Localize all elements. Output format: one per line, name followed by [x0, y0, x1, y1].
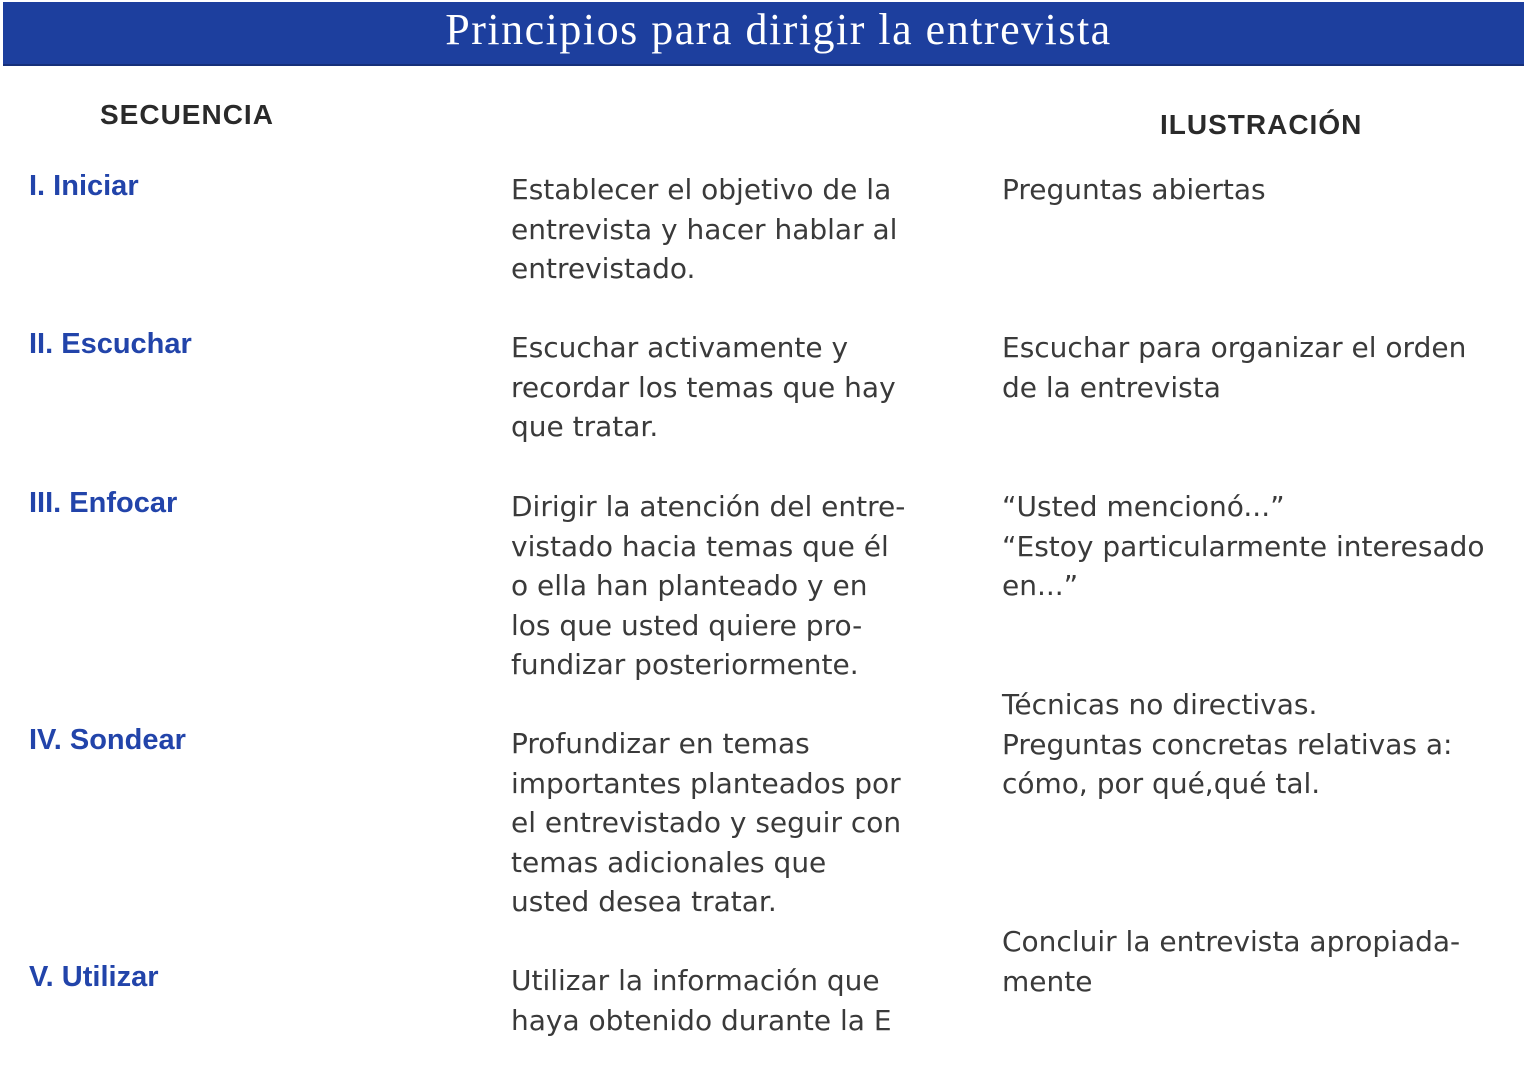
- illustration-line: “Usted mencionó...”: [1002, 490, 1285, 523]
- illustration-escuchar: [1002, 328, 1466, 407]
- illustration-enfocar: [1002, 487, 1485, 606]
- description-line: Establecer el objetivo de la: [511, 173, 892, 206]
- description-line: haya obtenido durante la E: [511, 1003, 892, 1037]
- illustration-line: Escuchar para organizar el orden: [1002, 331, 1467, 364]
- description-line: Escuchar activamente y: [511, 331, 849, 364]
- step-utilizar: V. Utilizar: [29, 961, 159, 993]
- illustration-sondear: [1002, 685, 1452, 804]
- illustration-line: “Estoy particularmente interesado: [1002, 529, 1485, 563]
- page-title: Principios para dirigir la entrevista: [445, 5, 1112, 54]
- description-line: importantes planteados por: [511, 766, 901, 800]
- description-utilizar: [511, 961, 892, 1040]
- description-line: Dirigir la atención del entre-: [511, 490, 906, 523]
- step-escuchar: II. Escuchar: [29, 328, 192, 360]
- illustration-line: en...”: [1002, 569, 1079, 603]
- description-line: recordar los temas que hay: [511, 370, 896, 404]
- illustration-line: Técnicas no directivas.: [1002, 688, 1318, 721]
- description-line: fundizar posteriormente.: [511, 648, 859, 682]
- description-line: Profundizar en temas: [511, 727, 810, 760]
- illustration-iniciar: [1002, 170, 1266, 210]
- description-line: usted desea tratar.: [511, 885, 777, 919]
- illustration-line: Preguntas concretas relativas a:: [1002, 727, 1453, 761]
- description-line: los que usted quiere pro-: [511, 608, 863, 642]
- step-iniciar: I. Iniciar: [29, 170, 139, 202]
- description-line: entrevistado.: [511, 252, 696, 286]
- description-line: el entrevistado y seguir con: [511, 806, 902, 840]
- description-line: temas adicionales que: [511, 845, 827, 879]
- description-line: Utilizar la información que: [511, 964, 880, 997]
- description-iniciar: [511, 170, 897, 289]
- description-line: que tratar.: [511, 410, 659, 444]
- description-escuchar: [511, 328, 896, 447]
- step-enfocar: III. Enfocar: [29, 487, 178, 519]
- ilustracion-header: ILUSTRACIÓN: [1160, 109, 1363, 140]
- illustration-line: Preguntas abiertas: [1002, 173, 1266, 206]
- description-line: o ella han planteado y en: [511, 569, 868, 603]
- secuencia-header: SECUENCIA: [100, 99, 274, 130]
- description-enfocar: [511, 487, 905, 685]
- illustration-utilizar: [1002, 922, 1460, 1001]
- illustration-line: cómo, por qué,qué tal.: [1002, 767, 1321, 801]
- illustration-line: de la entrevista: [1002, 370, 1221, 404]
- title-banner: [3, 2, 1524, 66]
- description-line: vistado hacia temas que él: [511, 529, 889, 563]
- illustration-line: mente: [1002, 964, 1093, 998]
- step-sondear: IV. Sondear: [29, 724, 186, 756]
- description-line: entrevista y hacer hablar al: [511, 212, 898, 246]
- description-sondear: [511, 724, 901, 922]
- illustration-line: Concluir la entrevista apropiada-: [1002, 925, 1461, 958]
